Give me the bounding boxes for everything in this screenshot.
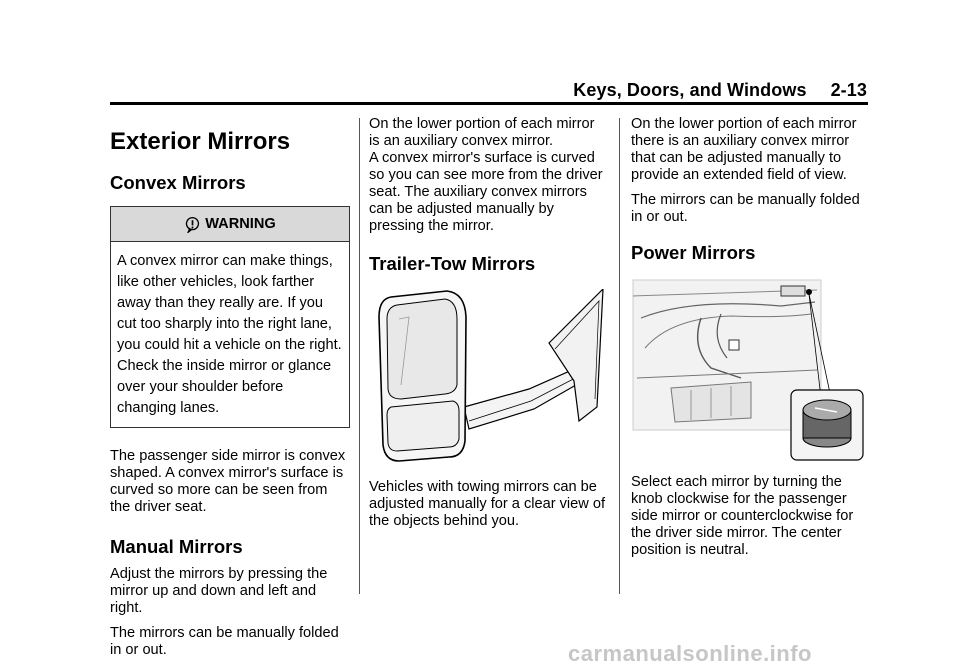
column-divider <box>619 118 620 594</box>
auxiliary-mirror-paragraph: On the lower portion of each mirror is an auxiliary convex mirror. <box>369 116 595 149</box>
trailer-paragraph: Vehicles with towing mirrors can be adjusted manually for a clear view of the objects behind you. <box>369 479 606 529</box>
trailer-tow-heading: Trailer-Tow Mirrors <box>369 253 536 274</box>
warning-label: WARNING <box>205 215 276 232</box>
trailer-mirror-illustration <box>369 289 609 469</box>
convex-surface-paragraph: A convex mirror's surface is curved so you can see more from the driver seat. The auxiliary convex mirrors can be adjusted manually by pressing the mirror. <box>369 150 603 234</box>
page-header <box>573 80 867 101</box>
convex-paragraph: The passenger side mirror is convex shaped. A convex mirror's surface is curved so more can be seen from the driver seat. <box>110 448 346 515</box>
power-mirror-illustration <box>631 278 871 466</box>
page-number: 2-13 <box>830 80 867 100</box>
column-divider <box>359 118 360 594</box>
manual-mirrors-heading: Manual Mirrors <box>110 536 243 557</box>
trailer-tow-mirror-image <box>369 289 609 469</box>
convex-mirrors-heading: Convex Mirrors <box>110 172 246 193</box>
page-title: Exterior Mirrors <box>110 128 291 155</box>
manual-paragraph-1: Adjust the mirrors by pressing the mirror up and down and left and right. <box>110 566 328 616</box>
column-1 <box>110 116 350 659</box>
watermark: carmanualsonline.info <box>568 641 812 666</box>
power-mirror-switch-image <box>631 278 871 466</box>
power-mirrors-heading: Power Mirrors <box>631 242 756 263</box>
section-title: Keys, Doors, and Windows <box>573 80 807 100</box>
power-paragraph: Select each mirror by turning the knob clockwise for the passenger side mirror or counterclockwise for the driver side mirror. The center position is neutral. <box>631 474 854 558</box>
header-rule <box>110 102 868 105</box>
column-3 <box>631 116 871 559</box>
manual-paragraph-2: The mirrors can be manually folded in or out. <box>110 625 339 658</box>
fold-paragraph: The mirrors can be manually folded in or out. <box>631 192 860 225</box>
auxiliary-paragraph: On the lower portion of each mirror there is an auxiliary convex mirror that can be adjusted manually to provide an extended field of view. <box>631 116 857 183</box>
warning-text: A convex mirror can make things, like other vehicles, look farther away than they really are. If you cut too sharply into the right lane, you could hit a vehicle on the right. Check the inside mirror or glance over your shoulder before changing lanes. <box>117 253 342 416</box>
warning-box <box>110 206 350 428</box>
warning-icon <box>184 216 201 233</box>
warning-header <box>111 207 349 242</box>
column-2 <box>369 116 609 530</box>
